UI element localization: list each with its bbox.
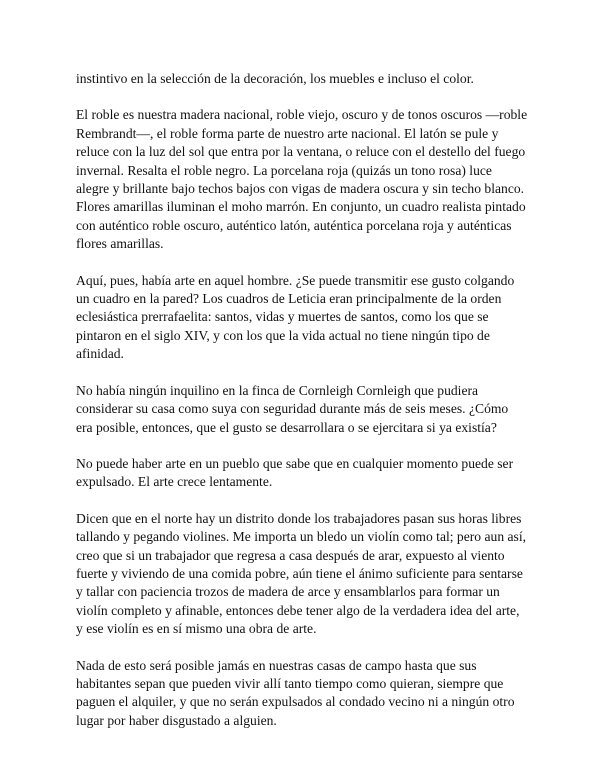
paragraph: No había ningún inquilino en la finca de Cornleigh Cornleigh que pudiera considerar su casa como suya con seguridad durante más de seis meses. ¿Cómo era posible, entonces, que el gusto se desarrollara o se ejercitara si ya existía? — [76, 382, 509, 435]
paragraph: No puede haber arte en un pueblo que sabe que en cualquier momento puede ser expulsado. El arte crece lentamente. — [76, 455, 514, 490]
document-page — [76, 70, 528, 730]
paragraph: instintivo en la selección de la decoración, los muebles e incluso el color. — [76, 71, 474, 86]
paragraph: Aquí, pues, había arte en aquel hombre. ¿Se puede transmitir ese gusto colgando un cuadro en la pared? Los cuadros de Leticia eran principalmente de la orden eclesiástica prerrafaelita: santos, vidas y muertes de santos, como los que se pintaron en el siglo XIV, y con los que la vida actual no tiene ningún tipo de afinidad. — [76, 272, 515, 362]
paragraph: El roble es nuestra madera nacional, roble viejo, oscuro y de tonos oscuros —roble Rembrandt—, el roble forma parte de nuestro arte nacional. El latón se pule y reluce con la luz del sol que entra por la ventana, o reluce con el destello del fuego invernal. Resalta el roble negro. La porcelana roja (quizás un tono rosa) luce alegre y brillante bajo techos bajos con vigas de madera oscura y sin techo blanco. Flores amarillas iluminan el moho marrón. En conjunto, un cuadro realista pintado con auténtico roble oscuro, auténtico latón, auténtica porcelana roja y auténticas flores amarillas. — [76, 107, 528, 252]
paragraph: Dicen que en el norte hay un distrito donde los trabajadores pasan sus horas libres tallando y pegando violines. Me importa un bledo un violín como tal; pero aun así, creo que si un trabajador que regresa a casa después de arar, expuesto al viento fuerte y viviendo de una comida pobre, aún tiene el ánimo suficiente para sentarse y tallar con paciencia trozos de madera de arce y ensamblarlos para formar un violín completo y afinable, entonces debe tener algo de la verdadera idea del arte, y ese violín es en sí mismo una obra de arte. — [76, 510, 527, 637]
paragraph: Nada de esto será posible jamás en nuestras casas de campo hasta que sus habitantes sepan que pueden vivir allí tanto tiempo como quieran, siempre que paguen el alquiler, y que no serán expulsados al condado vecino ni a ningún otro lugar por haber disgustado a alguien. — [76, 657, 515, 728]
